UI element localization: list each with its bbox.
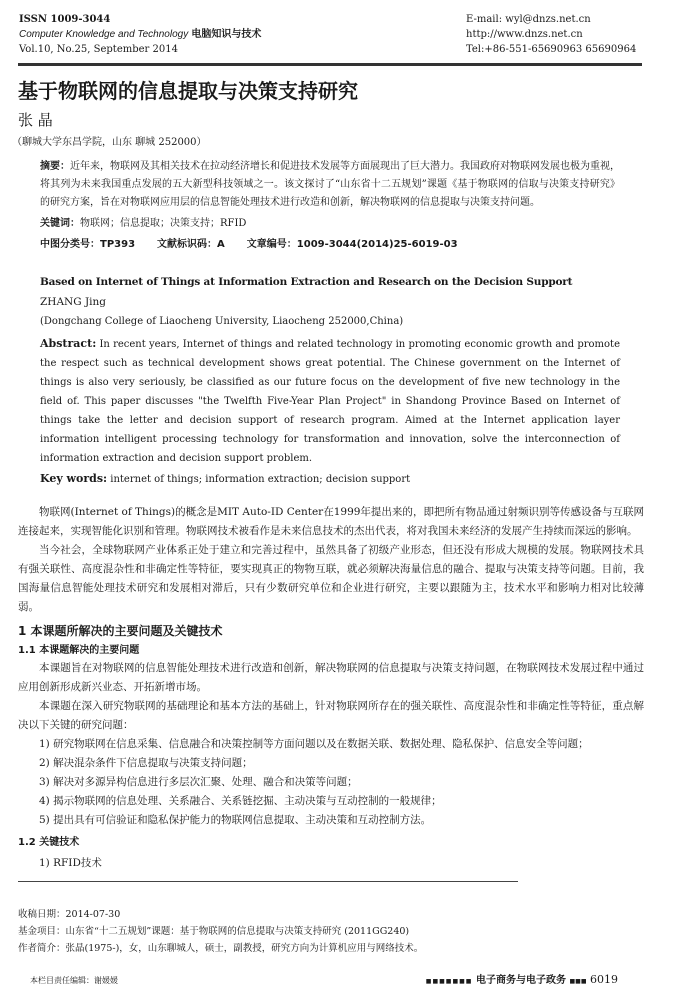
column-name: 电子商务与电子政务 <box>475 975 566 986</box>
email: E-mail: wyl@dnzs.net.cn <box>466 14 591 25</box>
keywords-en: Key words: internet of things; information extraction; decision support <box>40 472 411 485</box>
decorative-dots-icon: ■■■■■■■ <box>425 978 473 985</box>
abstract-cn <box>40 158 620 212</box>
section-heading-1: 1 本课题所解决的主要问题及关键技术 <box>18 624 223 638</box>
list-item: 3) 解决对多源异构信息进行多层次汇聚、处理、融合和决策等问题； <box>39 776 358 788</box>
classification <box>40 236 620 254</box>
page-footer <box>18 971 618 986</box>
section-heading-1-1: 1.1 本课题解决的主要问题 <box>18 645 140 656</box>
list-item: 5) 提出具有可信验证和隐私保护能力的物联网信息提取、主动决策和互动控制方法。 <box>39 814 432 826</box>
clc-number: 中图分类号：TP393 <box>40 239 136 250</box>
abstract-cn-label: 摘要： <box>40 161 70 172</box>
author-en: ZHANG Jing <box>40 296 106 308</box>
intro-paragraph-1: 物联网(Internet of Things)的概念是MIT Auto-ID Center在1999年提出来的，即把所有物品通过射频识别等传感设备与互联网连接起来，实现智能化识别和管理。物联网技术被看作是未来信息技术的杰出代表，将对我国未来经济的发展产生持续而深远的影响。 <box>18 506 644 537</box>
keywords-cn: 关键词：物联网；信息提取；决策支持；RFID <box>40 218 247 229</box>
footnotes <box>18 906 644 957</box>
website: http://www.dnzs.net.cn <box>466 29 583 40</box>
author-bio: 作者简介：张晶(1975-)，女，山东聊城人，硕士，副教授，研究方向为计算机应用与网络技术。 <box>18 943 424 954</box>
journal-name-cn: 电脑知识与技术 <box>191 29 262 40</box>
list-item: 1) 研究物联网在信息采集、信息融合和决策控制等方面问题以及在数据关联、数据处理、隐私保护、信息安全等问题； <box>39 738 589 750</box>
paper-title-en: Based on Internet of Things at Information Extraction and Research on the Decision Support <box>40 276 573 288</box>
doc-code: 文献标识码：A <box>157 239 225 250</box>
article-number: 文章编号：1009-3044(2014)25-6019-03 <box>246 239 458 250</box>
header-rule <box>18 63 642 66</box>
column-editor: 本栏目责任编辑：谢媛媛 <box>30 976 118 985</box>
footnote-rule <box>18 881 518 882</box>
intro-paragraph-2: 当今社会，全球物联网产业体系正处于建立和完善过程中，虽然具备了初级产业形态，但还没有形成大规模的发展。物联网技术具有强关联性、高度混杂性和非确定性等特征，要实现真正的物物互联，就必须解决海量信息的融合、提取与决策支持等问题。目前，我国海量信息智能处理技术研究和发展相对滞后，只有少数研究单位和企业进行研究，主要以跟随为主，技术水平和影响力相对比较薄弱。 <box>18 544 644 613</box>
journal-header <box>18 12 644 57</box>
received-date: 收稿日期：2014-07-30 <box>18 909 121 920</box>
section-1-1-paragraph-2: 本课题在深入研究物联网的基础理论和基本方法的基础上，针对物联网所存在的强关联性、高度混杂性和非确定性等特征，重点解决以下关键的研究问题： <box>18 700 644 731</box>
abstract-cn-text: 近年来，物联网及其相关技术在拉动经济增长和促进技术发展等方面展现出了巨大潜力。我国政府对物联网发展也极为重视，将其列为未来我国重点发展的五大新型科技领域之一。该文探讨了“山东省十二五规划”课题《基于物联网的信取与决策支持研究》的研究方案，旨在对物联网应用层的信息智能处理技术进行改造和创新，解决物联网的信息提取与决策支持问题。 <box>40 161 620 208</box>
decorative-dots-icon: ■■■ <box>569 978 587 985</box>
affiliation-en: (Dongchang College of Liaocheng University, Liaocheng 252000,China) <box>40 316 404 327</box>
journal-name-en: Computer Knowledge and Technology <box>19 29 189 40</box>
journal-header-right <box>466 12 644 57</box>
abstract-en-text: In recent years, Internet of things and related technology in promoting economic growth and promote the respect such as technical development shows great potential. The Chinese government on the Internet of things is also very seriously, be classified as our future focus on the development of five new technology in the field of. This paper discusses "the Twelfth Five-Year Plan Project" in Shandong Province Based on Internet of things take the letter and decision support of research program. Aimed at the Internet application layer information intelligent processing technology for transformation and innovation, solve the interconnection of information extraction and decision support problem. <box>40 339 620 464</box>
author-cn: 张 晶 <box>18 111 53 129</box>
fund-project: 基金项目：山东省“十二五规划”课题：基于物联网的信息提取与决策支持研究 (2011GG240) <box>18 926 410 937</box>
abstract-en-label: Abstract: <box>40 337 97 350</box>
section-1-1-paragraph-1: 本课题旨在对物联网的信息智能处理技术进行改造和创新，解决物联网的信息提取与决策支持问题，在物联网技术发展过程中通过应用创新形成新兴业态、开拓新增市场。 <box>18 662 644 693</box>
list-item: 1) RFID技术 <box>39 857 102 869</box>
issn: ISSN 1009-3044 <box>19 14 111 25</box>
journal-header-left <box>19 12 261 57</box>
volume-info: Vol.10, No.25, September 2014 <box>19 44 178 55</box>
page-number: 6019 <box>590 973 618 986</box>
section-heading-1-2: 1.2 关键技术 <box>18 837 80 848</box>
affiliation-cn: （聊城大学东昌学院，山东 聊城 252000） <box>12 137 207 148</box>
telephone: Tel:+86-551-65690963 65690964 <box>466 44 637 55</box>
abstract-en <box>40 334 620 468</box>
paper-title-cn: 基于物联网的信息提取与决策支持研究 <box>18 79 358 103</box>
list-item: 2) 解决混杂条件下信息提取与决策支持问题； <box>39 757 253 769</box>
list-item: 4) 揭示物联网的信息处理、关系融合、关系链挖掘、主动决策与互动控制的一般规律； <box>39 795 442 807</box>
